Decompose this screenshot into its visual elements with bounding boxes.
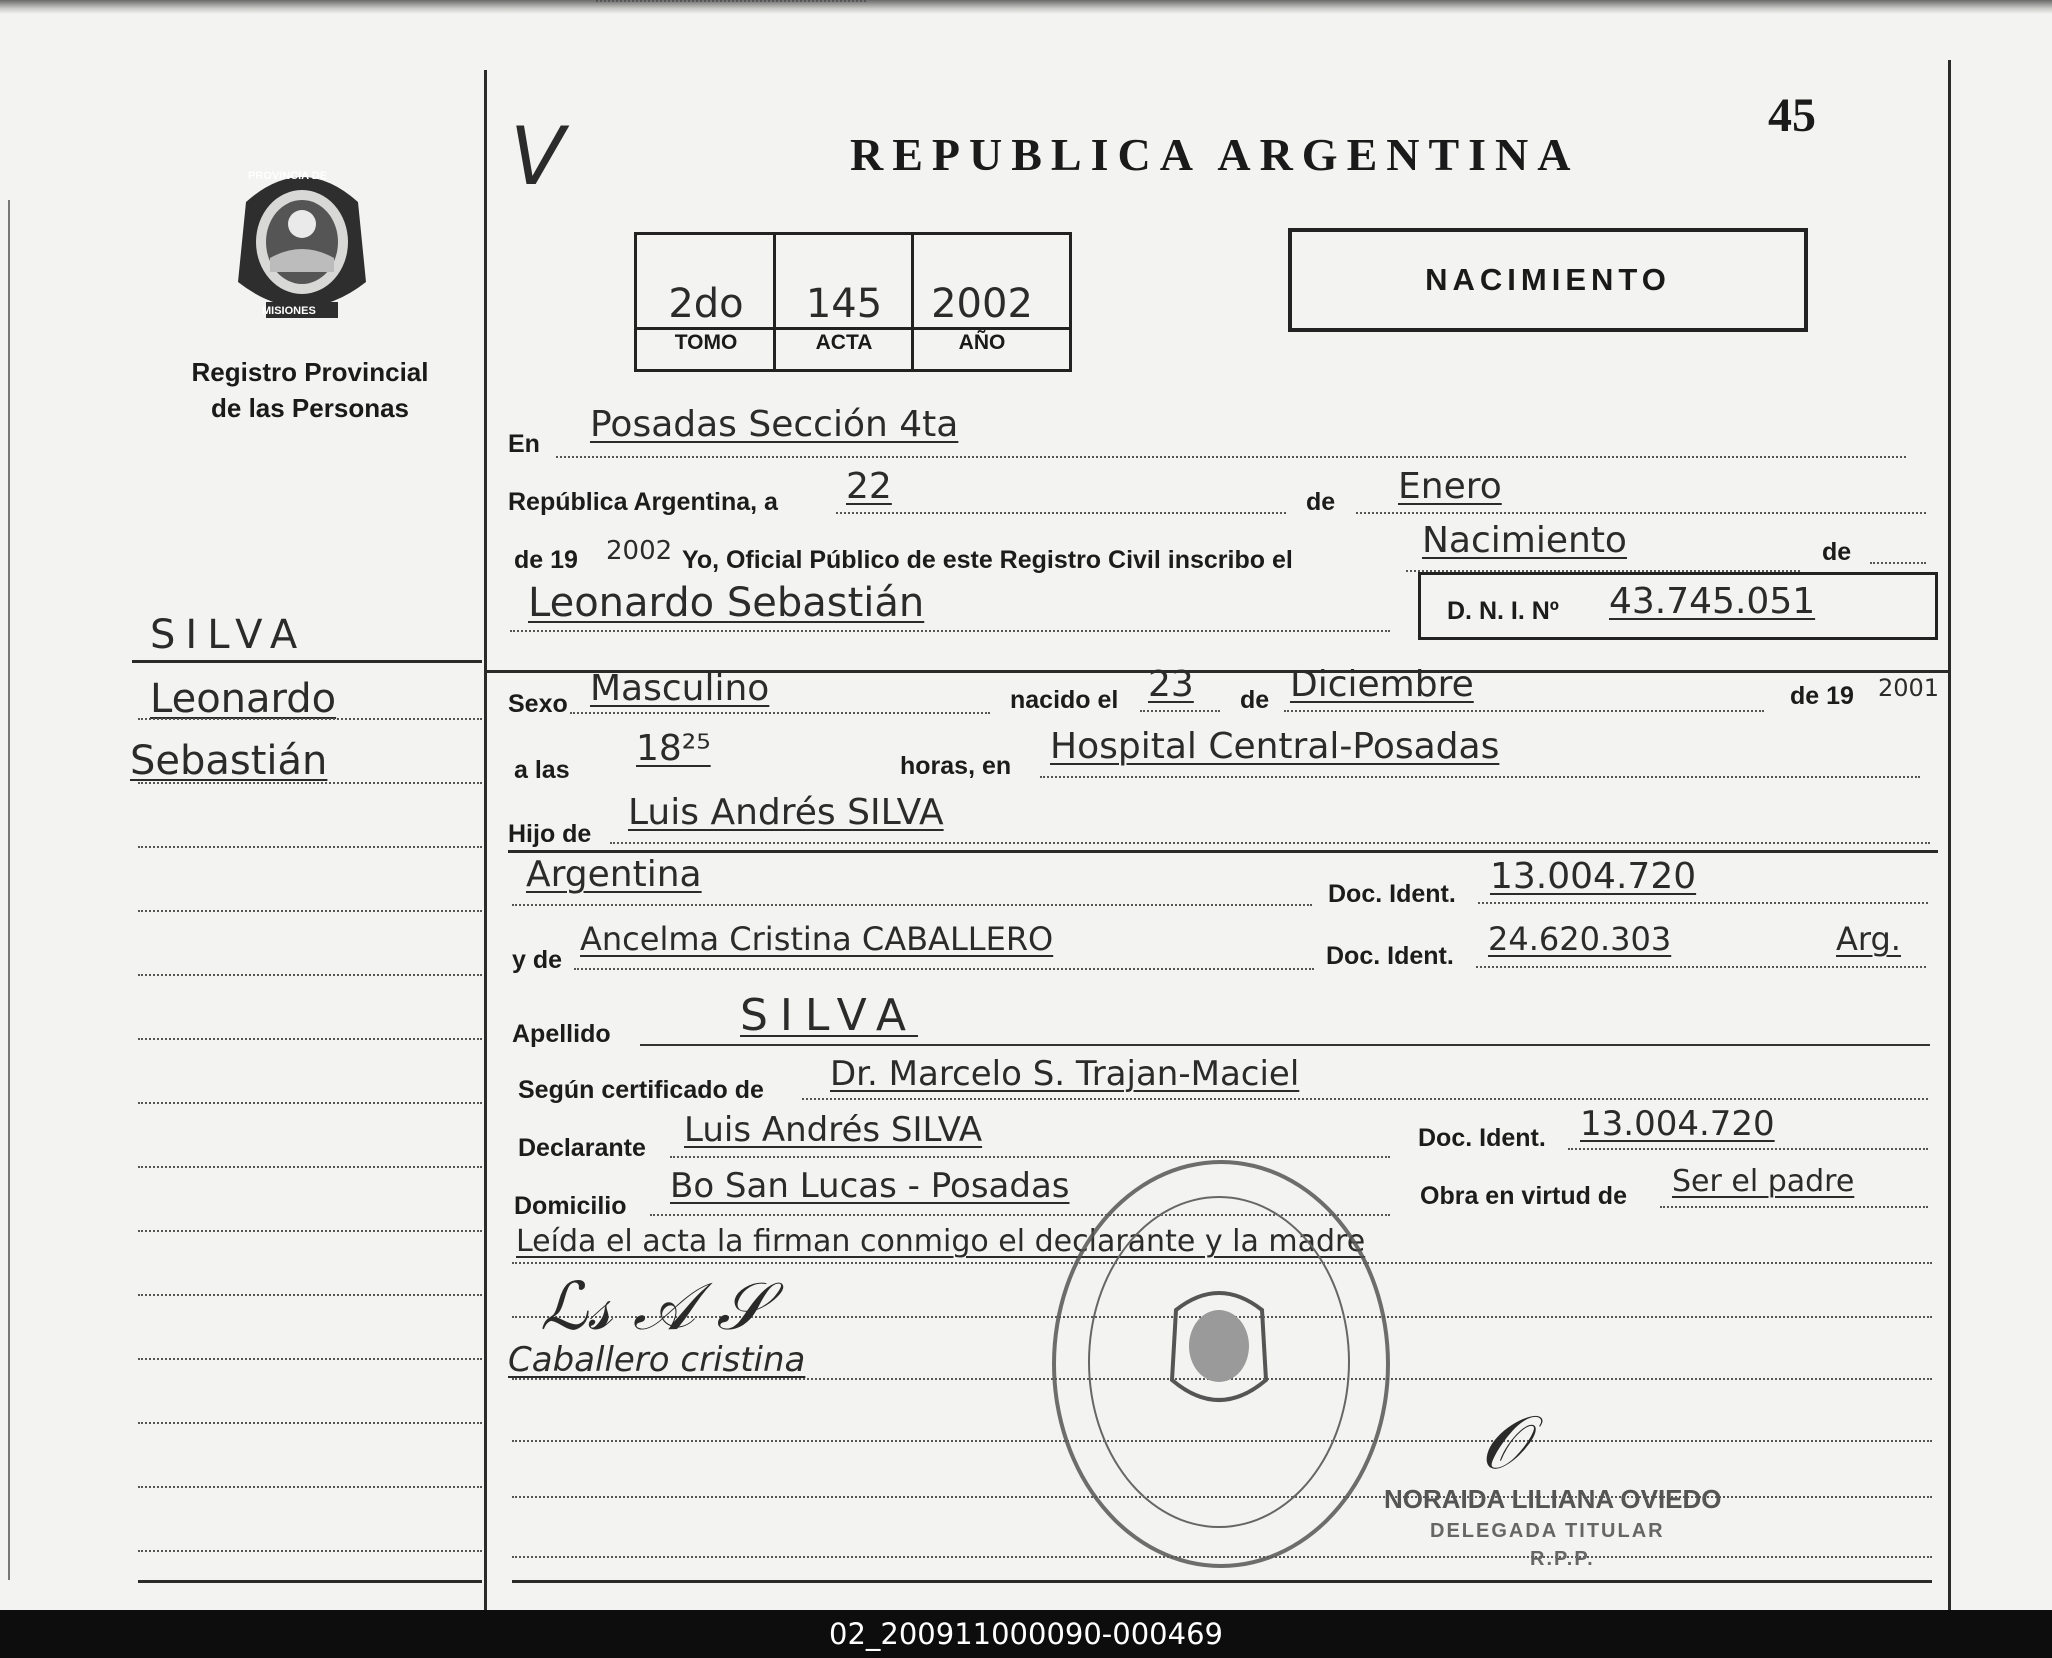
segun-value: Dr. Marcelo S. Trajan-Maciel [830, 1054, 1300, 1094]
bottom-rule [512, 1580, 1932, 1583]
dni-value: 43.745.051 [1609, 581, 1816, 622]
segun-line [802, 1098, 1928, 1100]
father-line [610, 842, 1930, 844]
day-line [836, 512, 1286, 514]
record-box-separator [637, 327, 1069, 330]
declarante-line [670, 1156, 1390, 1158]
sidebar-line [138, 1358, 482, 1360]
obra-label: Obra en virtud de [1420, 1182, 1627, 1210]
en-line [556, 456, 1906, 458]
sidebar-line [138, 1166, 482, 1168]
declarante-label: Declarante [518, 1134, 646, 1162]
sidebar-line [138, 1102, 482, 1104]
sexo-value: Masculino [590, 668, 770, 709]
mother-doc: 24.620.303 [1488, 920, 1672, 958]
handwritten-annotation: V [510, 110, 565, 203]
registry-line-1: Registro Provincial [191, 357, 429, 387]
sidebar-bottom-rule [138, 1580, 482, 1583]
page-number: 45 [1768, 89, 1816, 142]
birth-day: 23 [1148, 664, 1194, 705]
apellido-label: Apellido [512, 1020, 611, 1048]
month-value: Enero [1398, 466, 1502, 507]
doc-label-mother: Doc. Ident. [1326, 942, 1454, 970]
obra-value: Ser el padre [1672, 1164, 1855, 1199]
sidebar-line [138, 1230, 482, 1232]
father-nat: Argentina [526, 854, 702, 895]
father-rule [508, 850, 1938, 853]
registry-name [150, 354, 470, 426]
right-border [1948, 60, 1951, 1610]
apellido-value: SILVA [740, 990, 918, 1041]
act-type-box: NACIMIENTO [1288, 228, 1808, 332]
birth-year-label: de 19 [1790, 682, 1854, 710]
left-paper-edge [8, 200, 10, 1580]
name-line [510, 630, 1390, 632]
sidebar-line [138, 1038, 482, 1040]
sidebar-line [138, 1422, 482, 1424]
column-divider [484, 70, 487, 1610]
acta-label: ACTA [815, 331, 873, 354]
sidebar-line [138, 718, 482, 720]
registry-line-2: de las Personas [211, 393, 409, 423]
tomo-label: TOMO [674, 331, 738, 354]
hijo-label: Hijo de [508, 820, 592, 848]
inscribe-value: Nacimiento [1422, 520, 1627, 561]
birth-year-value: 2001 [1878, 674, 1940, 702]
birth-month-line [1284, 710, 1764, 712]
declarante-doc: 13.004.720 [1580, 1104, 1775, 1144]
ydef-label: y de [512, 946, 563, 974]
birth-de-label: de [1240, 686, 1270, 714]
image-caption: 02_200911000090-000469 [829, 1617, 1223, 1651]
ano-label: AÑO [958, 331, 1006, 354]
domicilio-value: Bo San Lucas - Posadas [670, 1166, 1070, 1206]
father-doc: 13.004.720 [1490, 856, 1697, 897]
scan-top-shadow [0, 0, 2052, 14]
sidebar-surname: SILVA [150, 612, 308, 658]
sidebar-line [138, 1294, 482, 1296]
birth-month: Diciembre [1290, 664, 1474, 705]
day-value: 22 [846, 466, 892, 507]
father-value: Luis Andrés SILVA [628, 792, 944, 833]
sexo-label: Sexo [508, 690, 568, 718]
seal-bottom-text: MISIONES [262, 305, 316, 317]
sidebar-given-1: Leonardo [150, 676, 337, 722]
mother-signature: Caballero cristina [508, 1340, 806, 1380]
sidebar-line [138, 846, 482, 848]
ano-value: 2002 [931, 281, 1033, 327]
signatory-name: NORAIDA LILIANA OVIEDO [1384, 1484, 1722, 1514]
father-signature-image: ℒ𝓈 𝒜 𝒮 [540, 1268, 768, 1345]
mother-nat: Arg. [1836, 920, 1901, 958]
page-title: REPUBLICA ARGENTINA [850, 129, 1580, 180]
year-value: 2002 [606, 536, 673, 566]
dni-box [1418, 572, 1938, 640]
sexo-line [570, 712, 990, 714]
de-line-2 [1870, 562, 1926, 564]
nacido-label: nacido el [1010, 686, 1119, 714]
month-line [1356, 512, 1926, 514]
sidebar-line [138, 1486, 482, 1488]
sidebar-line [138, 974, 482, 976]
father-nat-line [512, 904, 1312, 906]
seal-emblem-icon [1164, 1280, 1274, 1420]
place-value: Hospital Central-Posadas [1050, 726, 1500, 767]
mother-value: Ancelma Cristina CABALLERO [580, 920, 1054, 958]
hora-line [596, 0, 866, 2]
hora-label: a las [514, 756, 570, 784]
leida-value: Leída el acta la firman conmigo el declarante y la madre [516, 1224, 1366, 1259]
mother-line [574, 968, 1314, 970]
acta-value: 145 [805, 281, 883, 327]
declarante-value: Luis Andrés SILVA [684, 1110, 983, 1150]
seal-top-text: PROVINCIA DE [248, 170, 328, 182]
birth-day-line [1140, 710, 1220, 712]
declarante-doc-line [1568, 1148, 1928, 1150]
sidebar-line [138, 910, 482, 912]
oficial-label: Yo, Oficial Público de este Registro Civil inscribo el [682, 546, 1293, 574]
domicilio-label: Domicilio [514, 1192, 627, 1220]
apellido-line [640, 1044, 1930, 1046]
official-signature-image: 𝒪 [1480, 1400, 1527, 1486]
year-label: de 19 [514, 546, 578, 574]
father-doc-line [1478, 902, 1928, 904]
dni-label: D. N. I. Nº [1447, 597, 1559, 625]
tomo-value: 2do [668, 281, 744, 327]
doc-label-declarante: Doc. Ident. [1418, 1124, 1546, 1152]
obra-line [1660, 1206, 1928, 1208]
sidebar-given-2: Sebastián [130, 738, 328, 784]
horas-label: horas, en [900, 752, 1012, 780]
record-number-box [634, 232, 1072, 372]
en-label: En [508, 430, 540, 458]
month-de-label: de [1306, 488, 1336, 516]
doc-label-father: Doc. Ident. [1328, 880, 1456, 908]
hora-value: 18²⁵ [636, 728, 711, 769]
sidebar-rule [132, 660, 482, 663]
republica-label: República Argentina, a [508, 488, 778, 516]
de-label-2: de [1822, 538, 1852, 566]
mother-doc-line [1476, 966, 1926, 968]
sidebar-line [138, 782, 482, 784]
place-line [1040, 776, 1920, 778]
signatory-org: R.P.P. [1530, 1548, 1595, 1570]
en-value: Posadas Sección 4ta [590, 404, 959, 445]
segun-label: Según certificado de [518, 1076, 764, 1104]
sidebar-line [138, 1550, 482, 1552]
name-value: Leonardo Sebastián [528, 580, 925, 626]
signatory-title: DELEGADA TITULAR [1430, 1520, 1665, 1542]
